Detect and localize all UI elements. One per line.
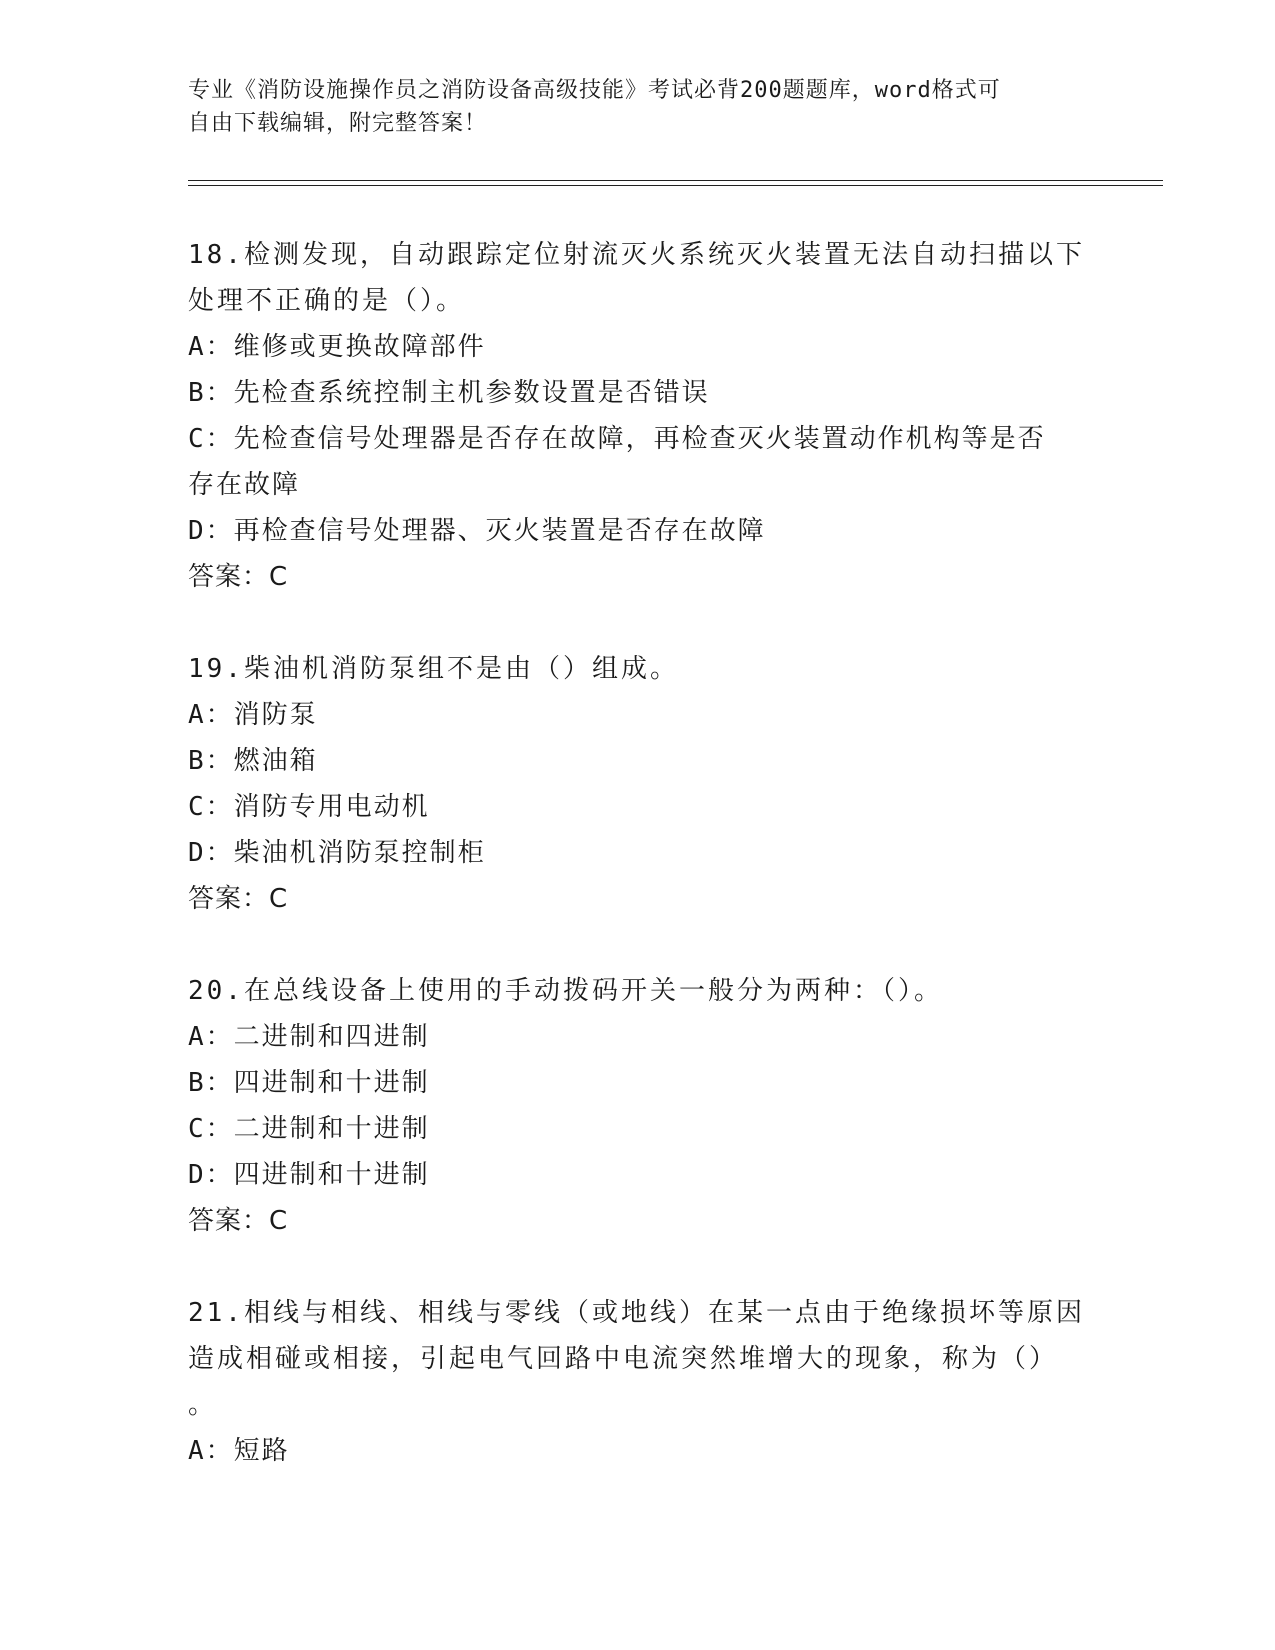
option-b: B：四进制和十进制 xyxy=(188,1068,430,1098)
document-header xyxy=(188,74,1068,140)
option-a: A：消防泵 xyxy=(188,700,318,730)
question-list xyxy=(188,232,1088,1520)
question-18 xyxy=(188,232,1088,600)
option-d: D：柴油机消防泵控制柜 xyxy=(188,838,486,868)
option-b: B：先检查系统控制主机参数设置是否错误 xyxy=(188,378,710,408)
header-divider-top xyxy=(188,180,1163,181)
question-stem: 。 xyxy=(188,1390,218,1420)
option-d: D：四进制和十进制 xyxy=(188,1160,430,1190)
option-d: D：再检查信号处理器、灭火装置是否存在故障 xyxy=(188,516,766,546)
option-b: B：燃油箱 xyxy=(188,746,318,776)
option-c: C：二进制和十进制 xyxy=(188,1114,430,1144)
header-line-1: 专业《消防设施操作员之消防设备高级技能》考试必背200题题库，word格式可 xyxy=(188,78,1001,103)
question-stem: 造成相碰或相接，引起电气回路中电流突然堆增大的现象，称为（） xyxy=(188,1344,1059,1374)
question-19 xyxy=(188,646,1088,922)
answer-line: 答案：C xyxy=(188,562,289,592)
answer-line: 答案：C xyxy=(188,1206,289,1236)
answer-line: 答案：C xyxy=(188,884,289,914)
header-divider-bottom xyxy=(188,185,1163,186)
option-a: A：维修或更换故障部件 xyxy=(188,332,486,362)
question-stem: 18.检测发现，自动跟踪定位射流灭火系统灭火装置无法自动扫描以下 xyxy=(188,240,1085,270)
question-stem: 21.相线与相线、相线与零线（或地线）在某一点由于绝缘损坏等原因 xyxy=(188,1298,1085,1328)
question-21 xyxy=(188,1290,1088,1474)
option-c: C：先检查信号处理器是否存在故障，再检查灭火装置动作机构等是否 xyxy=(188,424,1046,454)
option-a: A：二进制和四进制 xyxy=(188,1022,430,1052)
option-c-continued: 存在故障 xyxy=(188,470,301,500)
header-line-2: 自由下载编辑，附完整答案！ xyxy=(188,111,488,136)
question-20 xyxy=(188,968,1088,1244)
option-a: A：短路 xyxy=(188,1436,290,1466)
option-c: C：消防专用电动机 xyxy=(188,792,430,822)
question-stem: 20.在总线设备上使用的手动拨码开关一般分为两种：（）。 xyxy=(188,976,943,1006)
question-stem: 处理不正确的是（）。 xyxy=(188,286,466,316)
question-stem: 19.柴油机消防泵组不是由（）组成。 xyxy=(188,654,679,684)
